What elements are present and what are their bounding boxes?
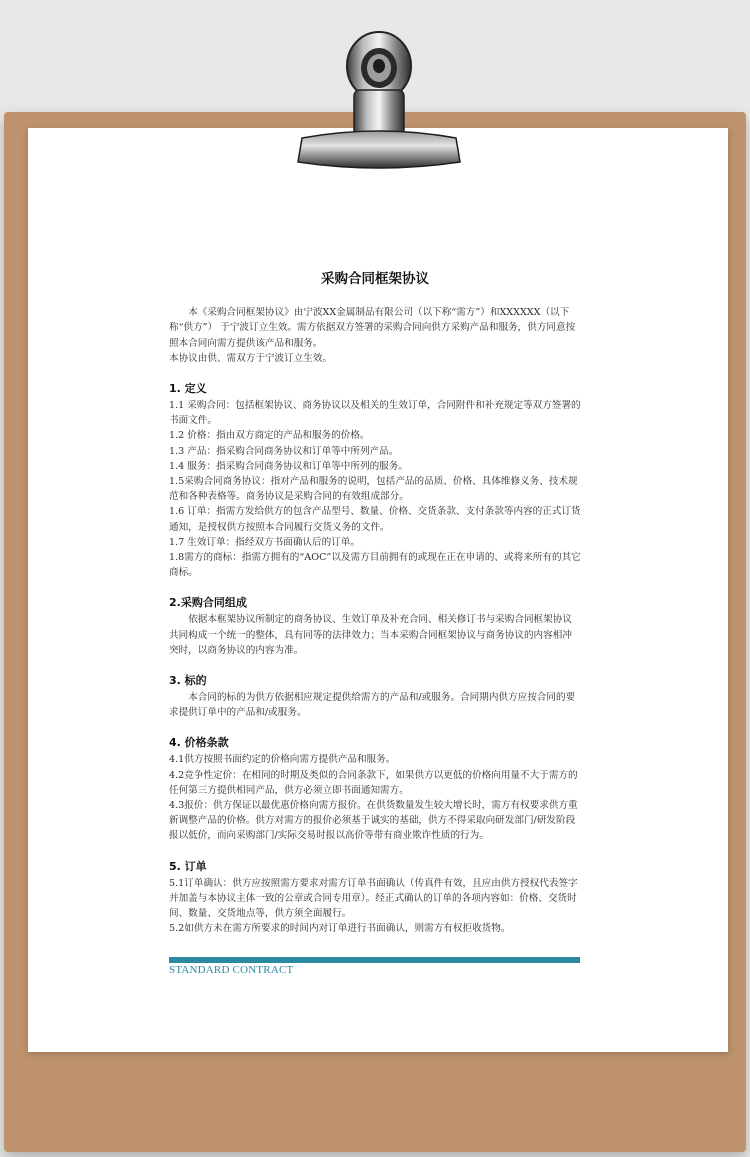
intro-paragraph: 本协议由供、需双方于宁波订立生效。 [169, 352, 333, 364]
clause: 4.2竞争性定价：在相同的时期及类似的合同条款下，如果供方以更低的价格向用量不大于需方的任何第三方提供相同产品，供方必须立即书面通知需方。 [169, 769, 578, 796]
section-heading-composition: 2.采购合同组成 [169, 596, 247, 610]
clause: 4.3报价：供方保证以最优惠价格向需方报价。在供货数量发生较大增长时，需方有权要求供方重新调整产品的价格。供方对需方的报价必须基于诚实的基础，供方不得采取向研发部门/研发阶段报以低价，而向采购部门/实际交易时报以高价等带有商业欺诈性质的行为。 [169, 800, 578, 842]
footer-rule [169, 957, 580, 963]
clause: 5.2如供方未在需方所要求的时间内对订单进行书面确认，则需方有权拒收货物。 [169, 923, 511, 935]
section-heading-price: 4. 价格条款 [169, 736, 229, 750]
clause: 5.1订单确认：供方应按照需方要求对需方订单书面确认（传真件有效，且应由供方授权代表签字并加盖与本协议主体一致的公章或合同专用章）。经正式确认的订单的各项内容如：价格、交货时间、数量、交货地点等，供方须全面履行。 [169, 877, 578, 920]
section-heading-orders: 5. 订单 [169, 859, 207, 873]
clause: 1.2 价格：指由双方商定的产品和服务的价格。 [169, 430, 370, 442]
section-heading-subject: 3. 标的 [169, 674, 207, 688]
clause: 1.7 生效订单：指经双方书面确认后的订单。 [169, 536, 360, 548]
clause: 1.4 服务：指采购合同商务协议和订单等中所列的服务。 [169, 460, 408, 472]
document-body [169, 272, 581, 937]
footer-label: STANDARD CONTRACT [169, 964, 294, 976]
clause: 1.1 采购合同：包括框架协议、商务协议以及相关的生效订单，合同附件和补充规定等双方签署的书面文件。 [169, 400, 581, 427]
clause: 4.1供方按照书面约定的价格向需方提供产品和服务。 [169, 754, 396, 766]
clause: 1.5采购合同商务协议：指对产品和服务的说明，包括产品的品质、价格、具体维修义务、技术规范和各种表格等。商务协议是采购合同的有效组成部分。 [169, 476, 578, 503]
clause: 1.8需方的商标：指需方拥有的“AOC”以及需方目前拥有的或现在正在申请的、或将来所有的其它商标。 [169, 552, 581, 579]
clause: 1.3 产品：指采购合同商务协议和订单等中所列产品。 [169, 445, 399, 457]
clause: 依据本框架协议所制定的商务协议、生效订单及补充合同、相关修订书与采购合同框架协议共同构成一个统一的整体，具有同等的法律效力；当本采购合同框架协议与商务协议的内容相冲突时，以商务协议的内容为准。 [169, 614, 572, 656]
document-title: 采购合同框架协议 [321, 271, 429, 287]
binder-clip-icon [296, 28, 462, 172]
section-heading-definitions: 1. 定义 [169, 382, 207, 396]
clause: 本合同的标的为供方依据相应规定提供给需方的产品和/或服务。合同期内供方应按合同的要求提供订单中的产品和/或服务。 [169, 692, 576, 719]
clause: 1.6 订单：指需方发给供方的包含产品型号、数量、价格、交货条款、支付条款等内容的正式订货通知，是授权供方按照本合同履行交货义务的文件。 [169, 506, 581, 533]
intro-paragraph: 本《采购合同框架协议》由宁波XX金属制品有限公司（以下称“需方”）和XXXXXX（以下称“供方”） 于宁波订立生效。需方依据双方签署的采购合同向供方采购产品和服务，供方同意按照本合同向需方提供该产品和服务。 [169, 307, 576, 349]
